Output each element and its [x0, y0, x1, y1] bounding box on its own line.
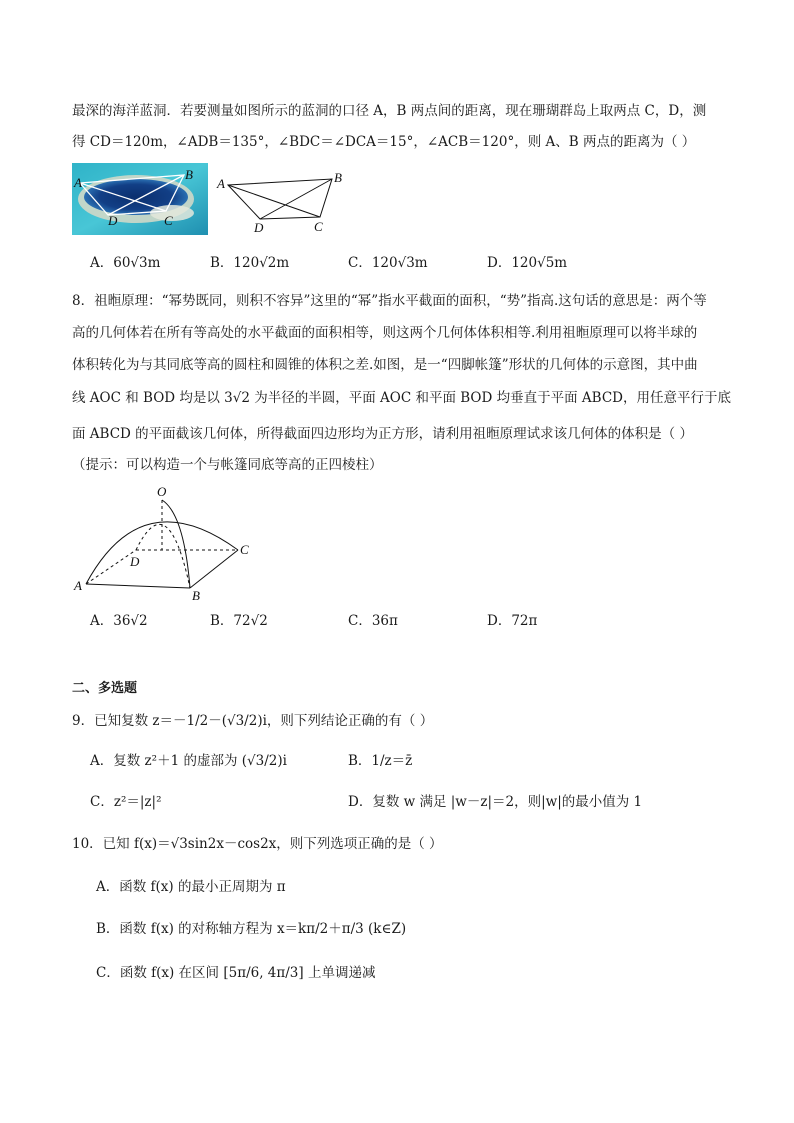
q7-line-figure [214, 163, 354, 235]
q7-photo-label-c: C [164, 213, 173, 228]
q7-label-b: B [334, 170, 342, 185]
q8-stem-line4: 线 AOC 和 BOD 均是以 3√2 为半径的半圆，平面 AOC 和平面 BOD 均垂直于平面 ABCD，用任意平行于底 [72, 390, 731, 406]
q7-label-d: D [254, 220, 264, 235]
q7-label-c: C [314, 219, 323, 234]
q8-stem-line1: 8．祖暅原理：“幂势既同，则积不容异”这里的“幂”指水平截面的面积，“势”指高.这句话的意思是：两个等 [72, 293, 707, 309]
section-multi-choice-title: 二、多选题 [72, 681, 138, 696]
q8-stem-line6: （提示：可以构造一个与帐篷同底等高的正四棱柱） [72, 457, 383, 473]
q8-label-b: B [192, 588, 200, 602]
q9-stem: 9．已知复数 z＝－1/2－(√3/2)i，则下列结论正确的有（ ） [72, 713, 434, 729]
q8-option-d: D．72π [487, 613, 538, 629]
q8-option-c: C．36π [348, 613, 398, 629]
q9-option-d: D．复数 w 满足 |w－z|＝2，则|w|的最小值为 1 [348, 794, 643, 810]
q8-option-b: B．72√2 [210, 613, 268, 629]
q8-stem-line3: 体积转化为与其同底等高的圆柱和圆锥的体积之差.如图，是一“四脚帐篷”形状的几何体的示意图，其中曲 [72, 357, 698, 373]
q8-label-d: D [130, 554, 140, 569]
q8-label-o: O [157, 484, 167, 499]
q7-stem-line2: 得 CD＝120m，∠ADB＝135°，∠BDC＝∠DCA＝15°，∠ACB＝120°，则 A、B 两点的距离为（ ） [72, 134, 696, 150]
q8-option-a: A．36√2 [90, 613, 148, 629]
q7-stem-line1: 最深的海洋蓝洞．若要测量如图所示的蓝洞的口径 A，B 两点间的距离，现在珊瑚群岛上取两点 C，D，测 [72, 103, 707, 119]
q7-photo-label-b: B [185, 167, 193, 182]
q8-stem-line2: 高的几何体若在所有等高处的水平截面的面积相等，则这两个几何体体积相等.利用祖暅原理可以将半球的 [72, 325, 698, 341]
q10-stem: 10．已知 f(x)＝√3sin2x－cos2x，则下列选项正确的是（ ） [72, 836, 443, 852]
q9-option-b: B．1/z＝z̄ [348, 753, 413, 769]
q8-label-c: C [240, 542, 249, 557]
q8-stem-line5: 面 ABCD 的平面截该几何体，所得截面四边形均为正方形，请利用祖暅原理试求该几何体的体积是（ ） [72, 426, 693, 442]
q7-option-b: B．120√2m [210, 255, 290, 271]
q7-photo-label-a: A [74, 175, 82, 190]
q9-option-c: C．z²＝|z|² [90, 794, 162, 810]
q7-label-a: A [217, 176, 225, 191]
q7-option-d: D．120√5m [487, 255, 568, 271]
q10-option-b: B．函数 f(x) 的对称轴方程为 x＝kπ/2＋π/3 (k∈Z) [96, 921, 407, 937]
q7-photo-figure [72, 163, 208, 235]
q10-option-c: C．函数 f(x) 在区间 [5π/6, 4π/3] 上单调递减 [96, 965, 376, 981]
q10-option-a: A．函数 f(x) 的最小正周期为 π [96, 879, 286, 895]
q9-option-a: A．复数 z²＋1 的虚部为 (√3/2)i [90, 753, 287, 769]
q7-photo-label-d: D [108, 213, 118, 228]
q8-tent-figure [72, 484, 262, 602]
q8-label-a: A [74, 578, 82, 593]
q7-option-a: A．60√3m [90, 255, 161, 271]
q7-option-c: C．120√3m [348, 255, 428, 271]
